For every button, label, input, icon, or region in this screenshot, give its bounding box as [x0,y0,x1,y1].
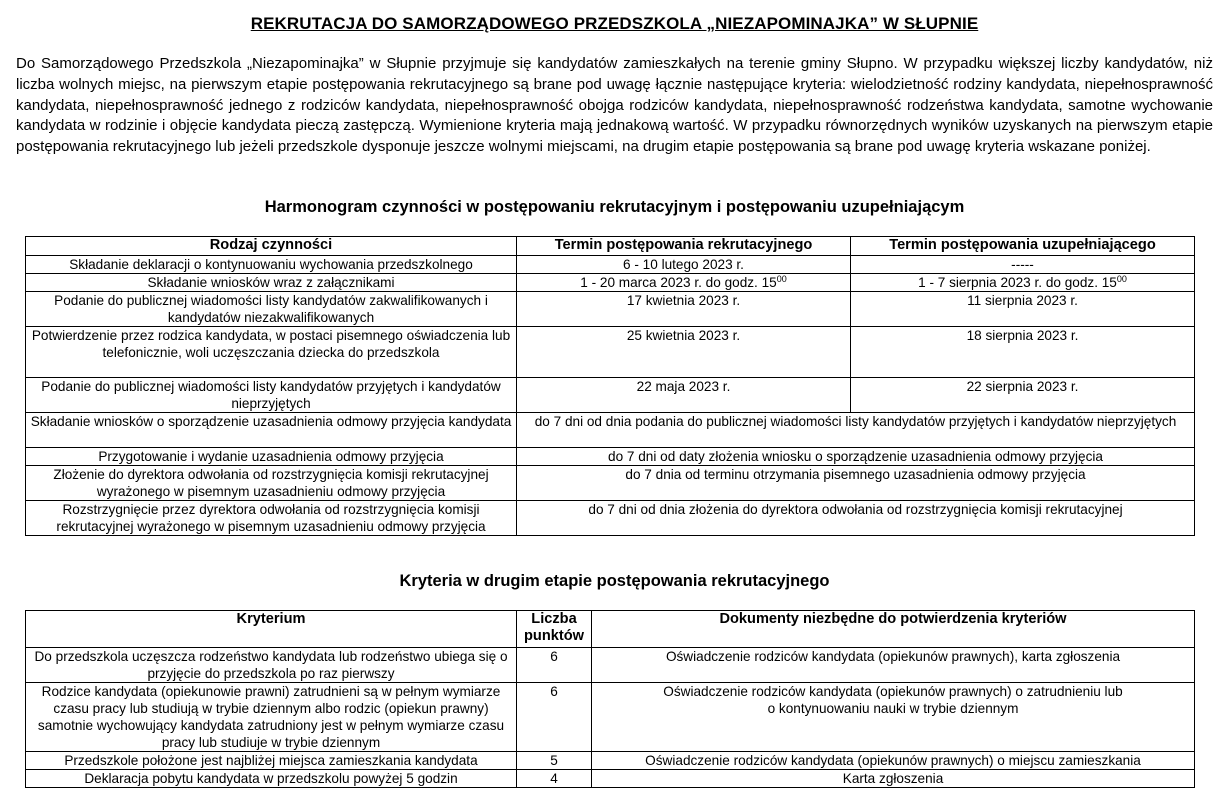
table-row [26,501,1195,536]
table-row [26,274,1195,292]
points-cell: 6 [517,648,592,683]
supp-term-text: 1 - 7 sierpnia 2023 r. do godz. 15 [918,275,1117,290]
documents-cell: Oświadczenie rodziców kandydata (opiekunów prawnych) o miejscu zamieszkania [592,752,1195,770]
supp-term-cell: 22 sierpnia 2023 r. [851,378,1195,413]
supp-term-sup: 00 [1116,274,1127,284]
points-cell: 4 [517,770,592,788]
table-row [26,466,1195,501]
schedule-table [25,236,1195,536]
criterion-cell: Deklaracja pobytu kandydata w przedszkolu powyżej 5 godzin [26,770,517,788]
table-row [26,752,1195,770]
table-row [26,413,1195,448]
supp-term-cell: ----- [851,256,1195,274]
combined-term-cell: do 7 dni od dnia podania do publicznej wiadomości listy kandydatów przyjętych i kandydatów nieprzyjętych [517,413,1195,448]
criteria-heading: Kryteria w drugim etapie postępowania rekrutacyjnego [399,572,830,590]
activity-cell: Rozstrzygnięcie przez dyrektora odwołania od rozstrzygnięcia komisji rekrutacyjnej wyrażonego w pisemnym uzasadnieniu odmowy przyjęcia [26,501,517,536]
activity-cell: Przygotowanie i wydanie uzasadnienia odmowy przyjęcia [26,448,517,466]
supp-term-cell [851,274,1195,292]
activity-cell: Podanie do publicznej wiadomości listy kandydatów zakwalifikowanych i kandydatów niezakwalifikowanych [26,292,517,327]
main-term-cell [517,274,851,292]
table-row [26,256,1195,274]
table-row [26,378,1195,413]
main-term-cell: 6 - 10 lutego 2023 r. [517,256,851,274]
criterion-cell: Do przedszkola uczęszcza rodzeństwo kandydata lub rodzeństwo ubiega się o przyjęcie do przedszkola po raz pierwszy [26,648,517,683]
combined-term-cell: do 7 dnia od terminu otrzymania pisemnego uzasadnienia odmowy przyjęcia [517,466,1195,501]
header-points: Liczba punktów [517,611,592,648]
table-row [26,770,1195,788]
activity-cell: Podanie do publicznej wiadomości listy kandydatów przyjętych i kandydatów nieprzyjętych [26,378,517,413]
page-title: REKRUTACJA DO SAMORZĄDOWEGO PRZEDSZKOLA „NIEZAPOMINAJKA” W SŁUPNIE [250,14,979,33]
criteria-header-row [26,611,1195,648]
table-row [26,448,1195,466]
documents-cell: Oświadczenie rodziców kandydata (opiekunów prawnych) o zatrudnieniu lub o kontynuowaniu nauki w trybie dziennym [592,683,1195,752]
combined-term-cell: do 7 dni od dnia złożenia do dyrektora odwołania od rozstrzygnięcia komisji rekrutacyjnej [517,501,1195,536]
activity-cell: Potwierdzenie przez rodzica kandydata, w postaci pisemnego oświadczenia lub telefonicznie, woli uczęszczania dziecka do przedszkola [26,327,517,378]
supp-term-cell: 11 sierpnia 2023 r. [851,292,1195,327]
points-cell: 5 [517,752,592,770]
schedule-heading: Harmonogram czynności w postępowaniu rekrutacyjnym i postępowaniu uzupełniającym [264,198,965,216]
header-documents: Dokumenty niezbędne do potwierdzenia kryteriów [592,611,1195,648]
documents-cell: Oświadczenie rodziców kandydata (opiekunów prawnych), karta zgłoszenia [592,648,1195,683]
criterion-cell: Rodzice kandydata (opiekunowie prawni) zatrudnieni są w pełnym wymiarze czasu pracy lub studiują w trybie dziennym albo rodzic (opiekun prawny) samotnie wychowujący kandydata zatrudniony jest w pełnym wymiarze czasu pracy lub studiuje w trybie dziennym [26,683,517,752]
schedule-header-row [26,237,1195,256]
points-cell: 6 [517,683,592,752]
main-term-text: 1 - 20 marca 2023 r. do godz. 15 [580,275,777,290]
intro-paragraph: Do Samorządowego Przedszkola „Niezapominajka” w Słupnie przyjmuje się kandydatów zamieszkałych na terenie gminy Słupno. W przypadku większej liczby kandydatów, niż liczba wolnych miejsc, na pierwszym etapie postępowania rekrutacyjnego są brane pod uwagę łącznie następujące kryteria: wielodzietność rodziny kandydata, niepełnosprawność kandydata, niepełnosprawność jednego z rodziców kandydata, niepełnosprawność obojga rodziców kandydata, niepełnosprawność rodzeństwa kandydata, samotne wychowanie kandydata w rodzinie i objęcie kandydata pieczą zastępczą. Wymienione kryteria mają jednakową wartość. W przypadku równorzędnych wyników uzyskanych na pierwszym etapie postępowania rekrutacyjnego lub jeżeli przedszkole dysponuje jeszcze wolnymi miejscami, na drugim etapie postępowania są brane pod uwagę kryteria wskazane poniżej. [16,55,1213,156]
header-supp-term: Termin postępowania uzupełniającego [851,237,1195,256]
activity-cell: Składanie wniosków wraz z załącznikami [26,274,517,292]
main-term-cell: 22 maja 2023 r. [517,378,851,413]
table-row [26,683,1195,752]
criterion-cell: Przedszkole położone jest najbliżej miejsca zamieszkania kandydata [26,752,517,770]
criteria-table [25,610,1195,788]
combined-term-cell: do 7 dni od daty złożenia wniosku o sporządzenie uzasadnienia odmowy przyjęcia [517,448,1195,466]
header-criterion: Kryterium [26,611,517,648]
supp-term-cell: 18 sierpnia 2023 r. [851,327,1195,378]
activity-cell: Składanie wniosków o sporządzenie uzasadnienia odmowy przyjęcia kandydata [26,413,517,448]
table-row [26,648,1195,683]
header-activity: Rodzaj czynności [26,237,517,256]
table-row [26,327,1195,378]
documents-cell: Karta zgłoszenia [592,770,1195,788]
activity-cell: Składanie deklaracji o kontynuowaniu wychowania przedszkolnego [26,256,517,274]
activity-cell: Złożenie do dyrektora odwołania od rozstrzygnięcia komisji rekrutacyjnej wyrażonego w pisemnym uzasadnieniu odmowy przyjęcia [26,466,517,501]
table-row [26,292,1195,327]
main-term-cell: 17 kwietnia 2023 r. [517,292,851,327]
main-term-sup: 00 [776,274,787,284]
main-term-cell: 25 kwietnia 2023 r. [517,327,851,378]
header-main-term: Termin postępowania rekrutacyjnego [517,237,851,256]
